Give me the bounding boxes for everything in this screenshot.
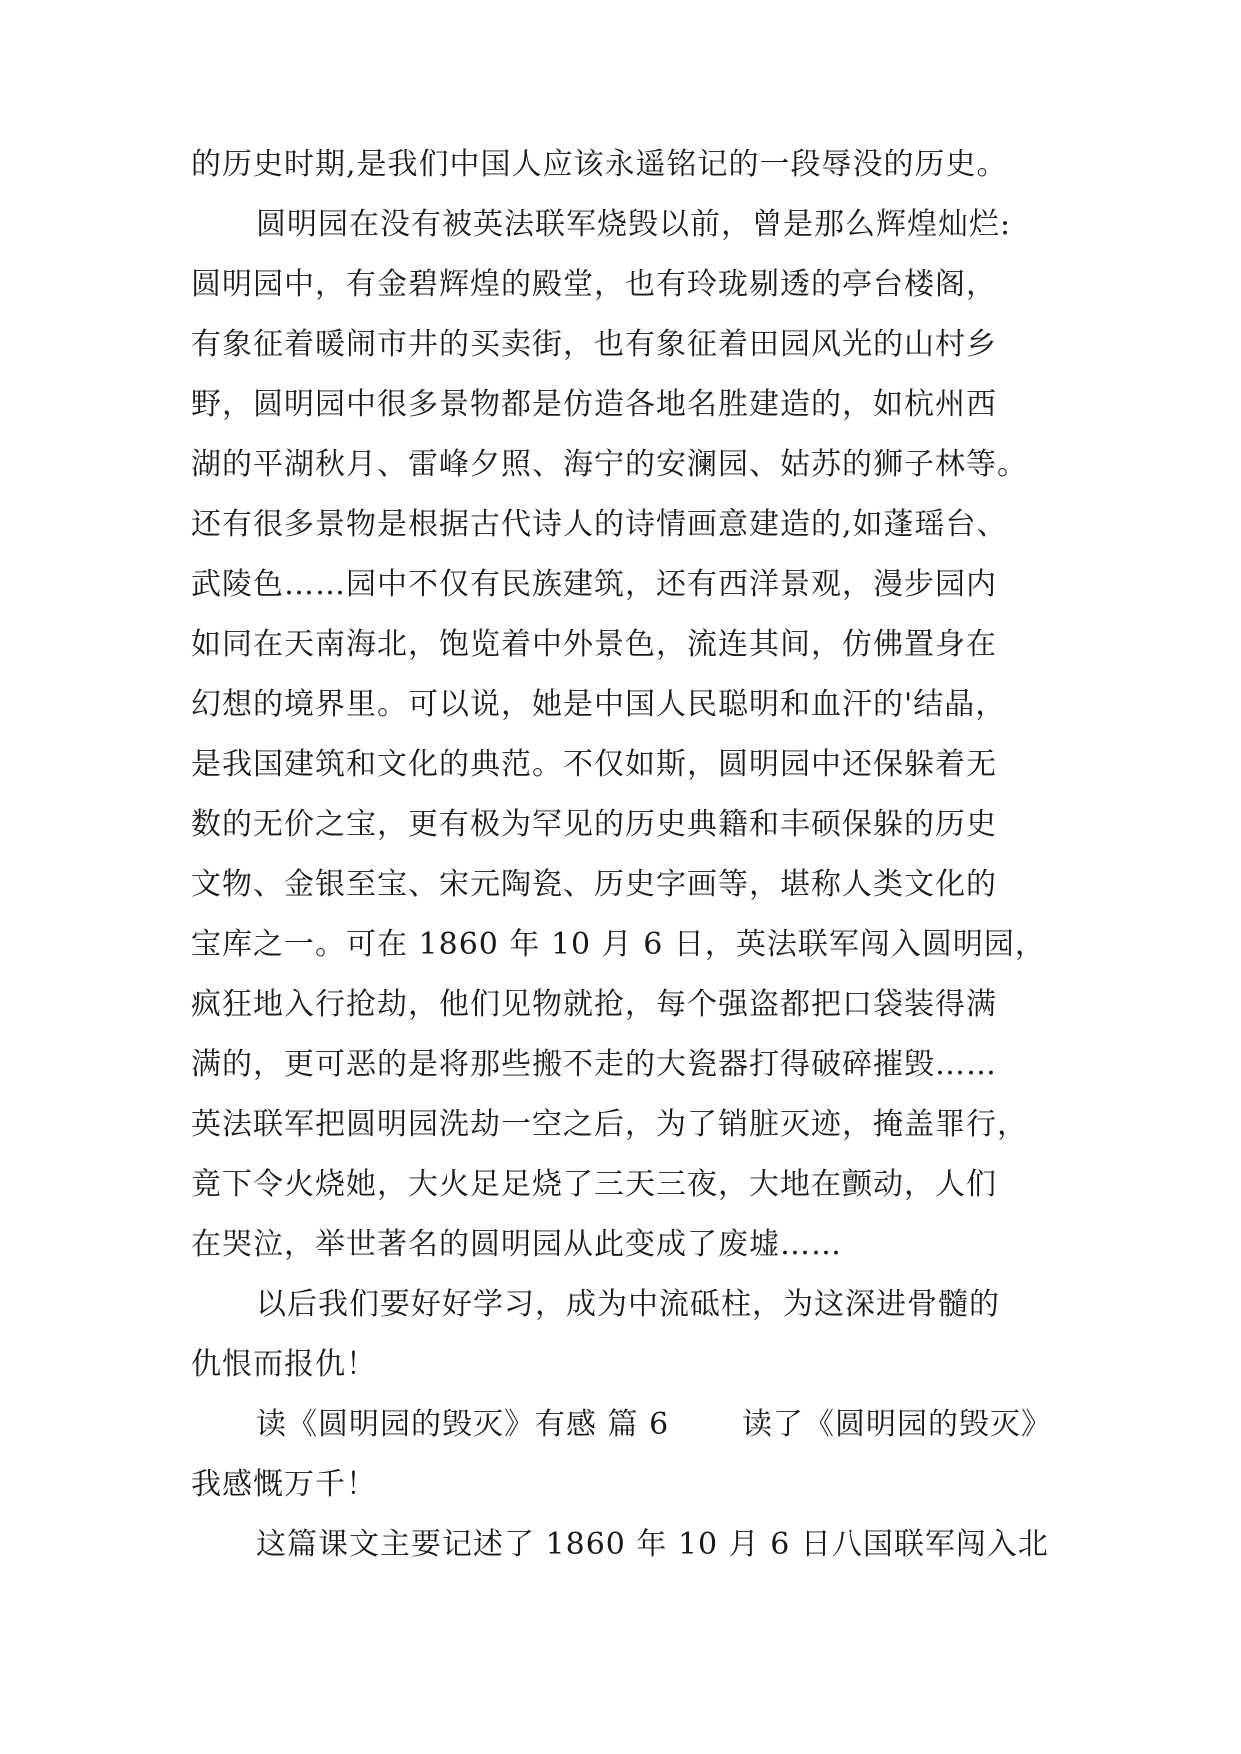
- text-line: 幻想的境界里。可以说，她是中国人民聪明和血汗的'结晶，: [191, 687, 1007, 722]
- text-line: 是我国建筑和文化的典范。不仅如斯，圆明园中还保躲着无: [191, 747, 997, 782]
- paragraph-start-line: 这篇课文主要记述了 1860 年 10 月 6 日八国联军闯入北: [256, 1527, 1049, 1562]
- text-line: 如同在天南海北，饱览着中外景色，流连其间，仿佛置身在: [191, 627, 997, 662]
- text-line: 文物、金银至宝、宋元陶瓷、历史字画等，堪称人类文化的: [191, 867, 997, 902]
- text-line: 仇恨而报仇！: [191, 1347, 377, 1382]
- text-line: 在哭泣，举世著名的圆明园从此变成了废墟……: [191, 1227, 842, 1262]
- text-line: 数的无价之宝，更有极为罕见的历史典籍和丰硕保躲的历史: [191, 807, 997, 842]
- paragraph-start-line: 圆明园在没有被英法联军烧毁以前，曾是那么辉煌灿烂:: [256, 207, 1012, 242]
- text-line: 有象征着暖闹市井的买卖街，也有象征着田园风光的山村乡: [191, 327, 997, 362]
- text-line: 宝库之一。可在 1860 年 10 月 6 日，英法联军闯入圆明园，: [191, 927, 1046, 962]
- text-line: 圆明园中，有金碧辉煌的殿堂，也有玲珑剔透的亭台楼阁，: [191, 267, 997, 302]
- text-line: 英法联军把圆明园洗劫一空之后，为了销脏灭迹，掩盖罪行，: [191, 1107, 1028, 1142]
- text-line: 武陵色……园中不仅有民族建筑，还有西洋景观，漫步园内: [191, 567, 997, 602]
- section-heading-continuation: 读了《圆明园的毁灭》: [742, 1407, 1052, 1442]
- text-line: 我感慨万千！: [191, 1467, 377, 1502]
- text-line: 满的，更可恶的是将那些搬不走的大瓷器打得破碎摧毁……: [191, 1047, 997, 1082]
- text-line: 疯狂地入行抢劫，他们见物就抢，每个强盗都把口袋装得满: [191, 987, 997, 1022]
- text-line: 湖的平湖秋月、雷峰夕照、海宁的安澜园、姑苏的狮子林等。: [191, 447, 1028, 482]
- paragraph-start-line: 以后我们要好好学习，成为中流砥柱，为这深进骨髓的: [256, 1287, 1000, 1322]
- text-line: 野，圆明园中很多景物都是仿造各地名胜建造的，如杭州西: [191, 387, 997, 422]
- text-line: 竟下令火烧她，大火足足烧了三天三夜，大地在颤动，人们: [191, 1167, 997, 1202]
- text-line: 的历史时期,是我们中国人应该永遥铭记的一段辱没的历史。: [191, 147, 1008, 182]
- text-line: 还有很多景物是根据古代诗人的诗情画意建造的,如蓬瑶台、: [191, 507, 1008, 542]
- section-heading: 读《圆明园的毁灭》有感 篇 6: [256, 1407, 670, 1442]
